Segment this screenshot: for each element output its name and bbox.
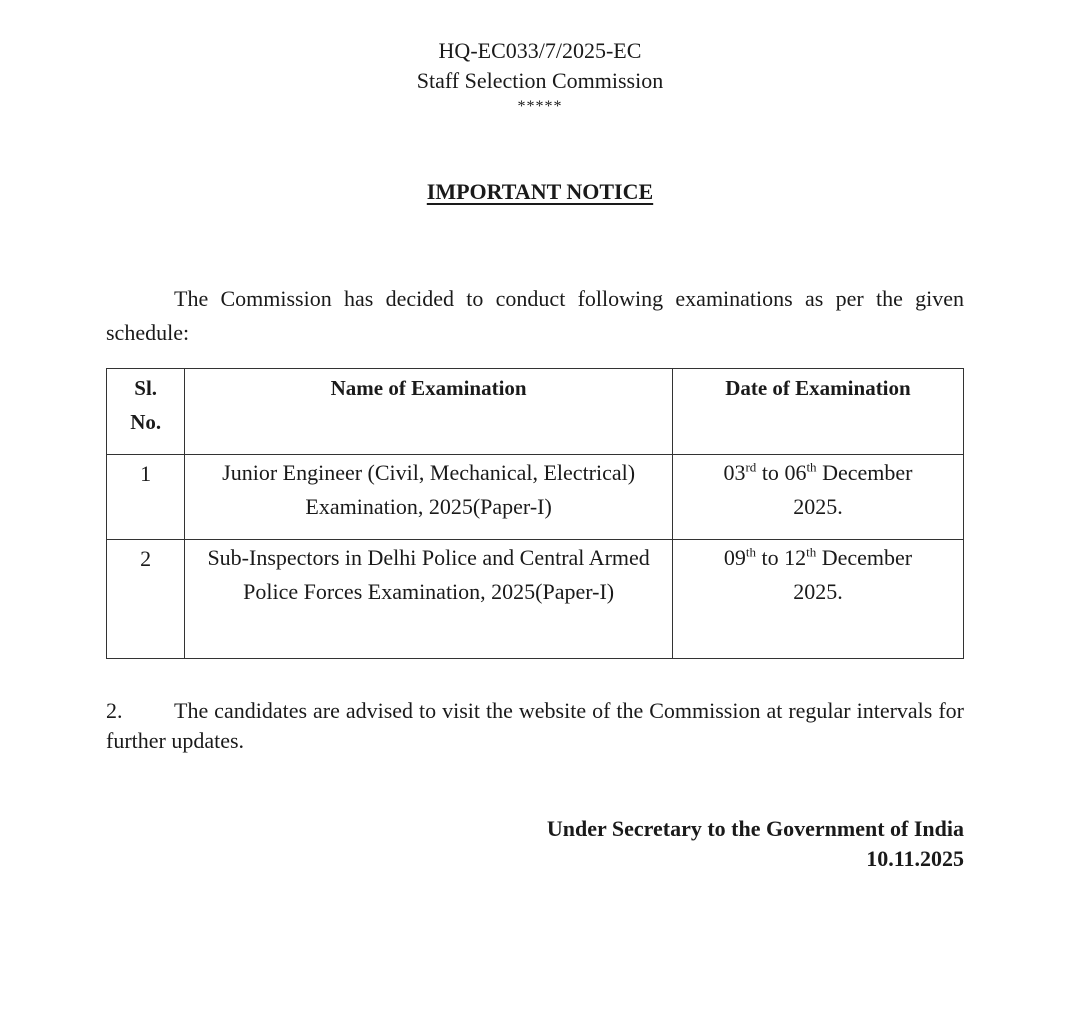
- serial-header-line1: Sl.: [134, 376, 158, 400]
- date-month: December: [821, 545, 913, 570]
- separator-stars: *****: [517, 98, 563, 115]
- organization-name: Staff Selection Commission: [416, 68, 664, 93]
- date-month: December: [822, 460, 913, 485]
- table-row: [107, 540, 964, 659]
- date-start-suffix: th: [745, 544, 756, 560]
- serial-cell: 1: [107, 455, 185, 540]
- serial-header-line2: No.: [130, 410, 162, 434]
- advice-text: The candidates are advised to visit the website of the Commission at regular intervals for further updates.: [106, 698, 964, 753]
- advice-paragraph: [106, 696, 964, 756]
- intro-paragraph: The Commission has decided to conduct following examinations as per the given schedule:: [106, 286, 964, 345]
- date-start-suffix: rd: [745, 459, 757, 475]
- signatory-designation: Under Secretary to the Government of India: [546, 816, 964, 841]
- examination-schedule-table: [106, 368, 964, 659]
- exam-name-cell: Junior Engineer (Civil, Mechanical, Electrical) Examination, 2025(Paper-I): [185, 455, 673, 540]
- date-end-suffix: th: [806, 544, 817, 560]
- date-to: to: [761, 545, 779, 570]
- serial-number-header: [107, 369, 185, 455]
- serial-cell: 2: [107, 540, 185, 659]
- paragraph-number: 2.: [106, 698, 123, 723]
- table-header-row: [107, 369, 964, 455]
- reference-number: HQ-EC033/7/2025-EC: [438, 38, 642, 63]
- date-end-suffix: th: [806, 459, 817, 475]
- exam-date-header: Date of Examination: [672, 369, 963, 455]
- date-end-day: 06: [784, 460, 807, 485]
- exam-name-header: Name of Examination: [185, 369, 673, 455]
- date-end-day: 12: [784, 545, 807, 570]
- date-start-day: 03: [723, 460, 746, 485]
- date-start-day: 09: [723, 545, 746, 570]
- date-year: 2025.: [793, 494, 843, 519]
- exam-date-cell: [672, 540, 963, 659]
- date-year: 2025.: [793, 579, 843, 604]
- signature-date: 10.11.2025: [866, 846, 964, 871]
- exam-date-cell: [672, 455, 963, 540]
- notice-title: IMPORTANT NOTICE: [426, 179, 654, 204]
- date-to: to: [761, 460, 779, 485]
- table-row: [107, 455, 964, 540]
- exam-name-cell: Sub-Inspectors in Delhi Police and Central Armed Police Forces Examination, 2025(Paper-I): [185, 540, 673, 659]
